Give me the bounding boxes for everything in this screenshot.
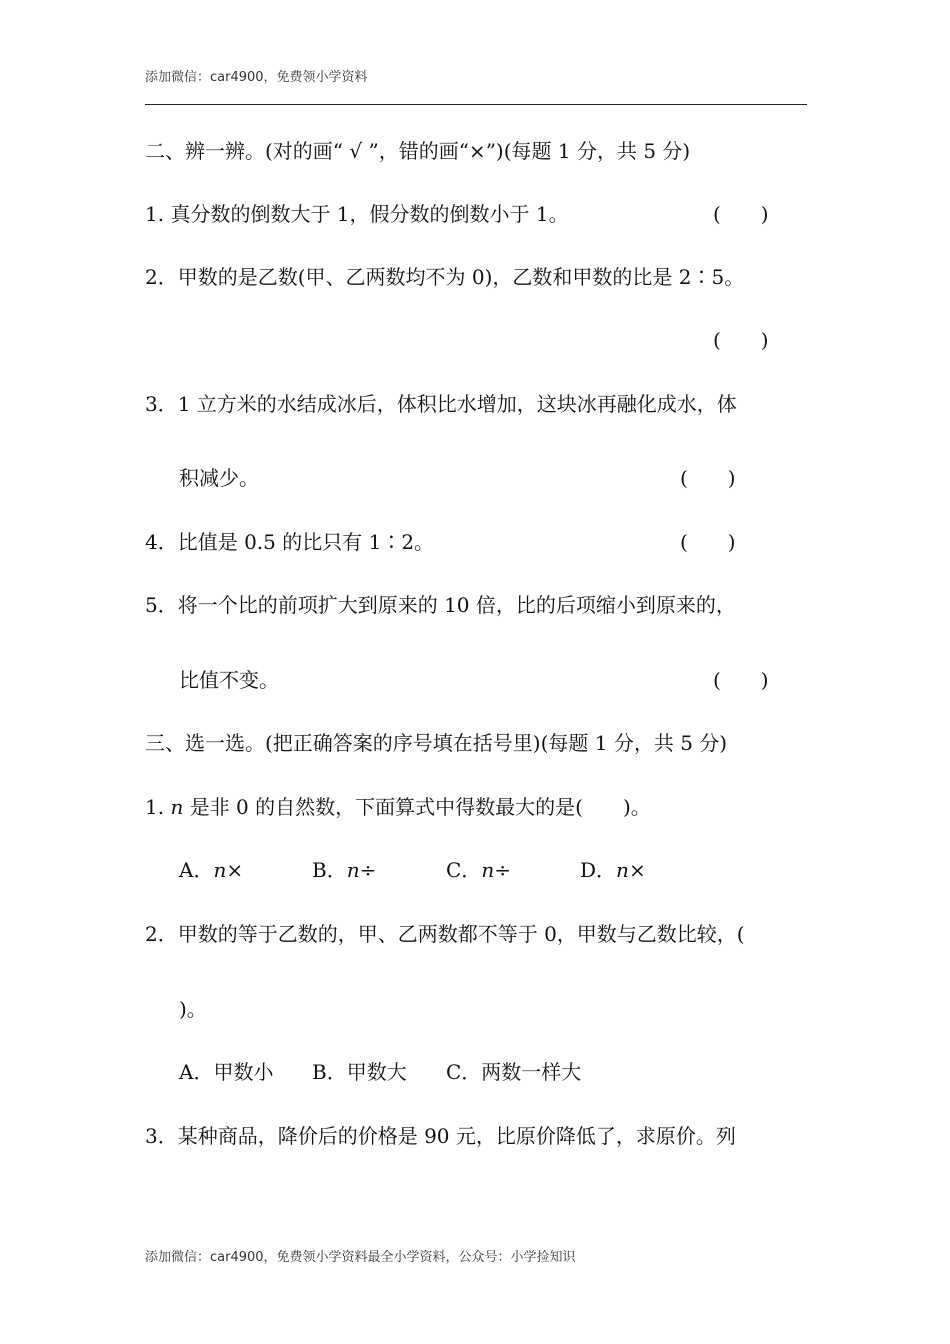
s2-q4-answer-paren: ( ) [680,530,736,554]
page-footer: 添加微信：car4900，免费领小学资料最全小学资料，公众号：小学捡知识 [145,1250,576,1265]
s2-q1-answer-paren: ( ) [713,202,769,226]
s2-q4-text: 4．比值是 0.5 的比只有 1∶2。 [145,530,435,554]
page-header: 添加微信：car4900，免费领小学资料 [145,70,368,85]
section-2-title: 二、辨一辨。(对的画“ √ ”，错的画“×”)(每题 1 分，共 5 分) [145,139,691,163]
s2-q3-text-line2: 积减少。 [179,466,259,490]
s2-q2-answer-paren: ( ) [713,328,769,352]
s3-q2-text-line1: 2．甲数的等于乙数的，甲、乙两数都不等于 0，甲数与乙数比较，( [145,922,745,946]
s2-q5-text-line2: 比值不变。 [179,668,279,692]
s3-q2-text-line2: )。 [179,997,207,1021]
s2-q1-text: 1. 真分数的倒数大于 1，假分数的倒数小于 1。 [145,202,569,226]
s3-q1-option-d: D．n× [580,858,646,882]
s3-q1-option-a: A．n× [179,858,244,882]
s3-q1-text: 1. n 是非 0 的自然数，下面算式中得数最大的是( )。 [145,795,651,819]
s3-q1-option-c: C．n÷ [446,858,511,882]
s3-q2-option-a: A．甲数小 [179,1060,274,1084]
s3-q2-option-b: B．甲数大 [312,1060,407,1084]
s2-q5-text-line1: 5．将一个比的前项扩大到原来的 10 倍，比的后项缩小到原来的， [145,593,736,617]
s2-q5-answer-paren: ( ) [713,668,769,692]
s3-q3-text: 3．某种商品，降价后的价格是 90 元，比原价降低了，求原价。列 [145,1124,736,1148]
header-divider [145,104,807,105]
section-3-title: 三、选一选。(把正确答案的序号填在括号里)(每题 1 分，共 5 分) [145,731,728,755]
s2-q3-text-line1: 3．1 立方米的水结成冰后，体积比水增加，这块冰再融化成水，体 [145,392,737,416]
s2-q2-text: 2．甲数的是乙数(甲、乙两数均不为 0)，乙数和甲数的比是 2∶5。 [145,265,745,289]
s3-q2-option-c: C．两数一样大 [446,1060,582,1084]
s3-q1-option-b: B．n÷ [312,858,377,882]
s2-q3-answer-paren: ( ) [680,466,736,490]
